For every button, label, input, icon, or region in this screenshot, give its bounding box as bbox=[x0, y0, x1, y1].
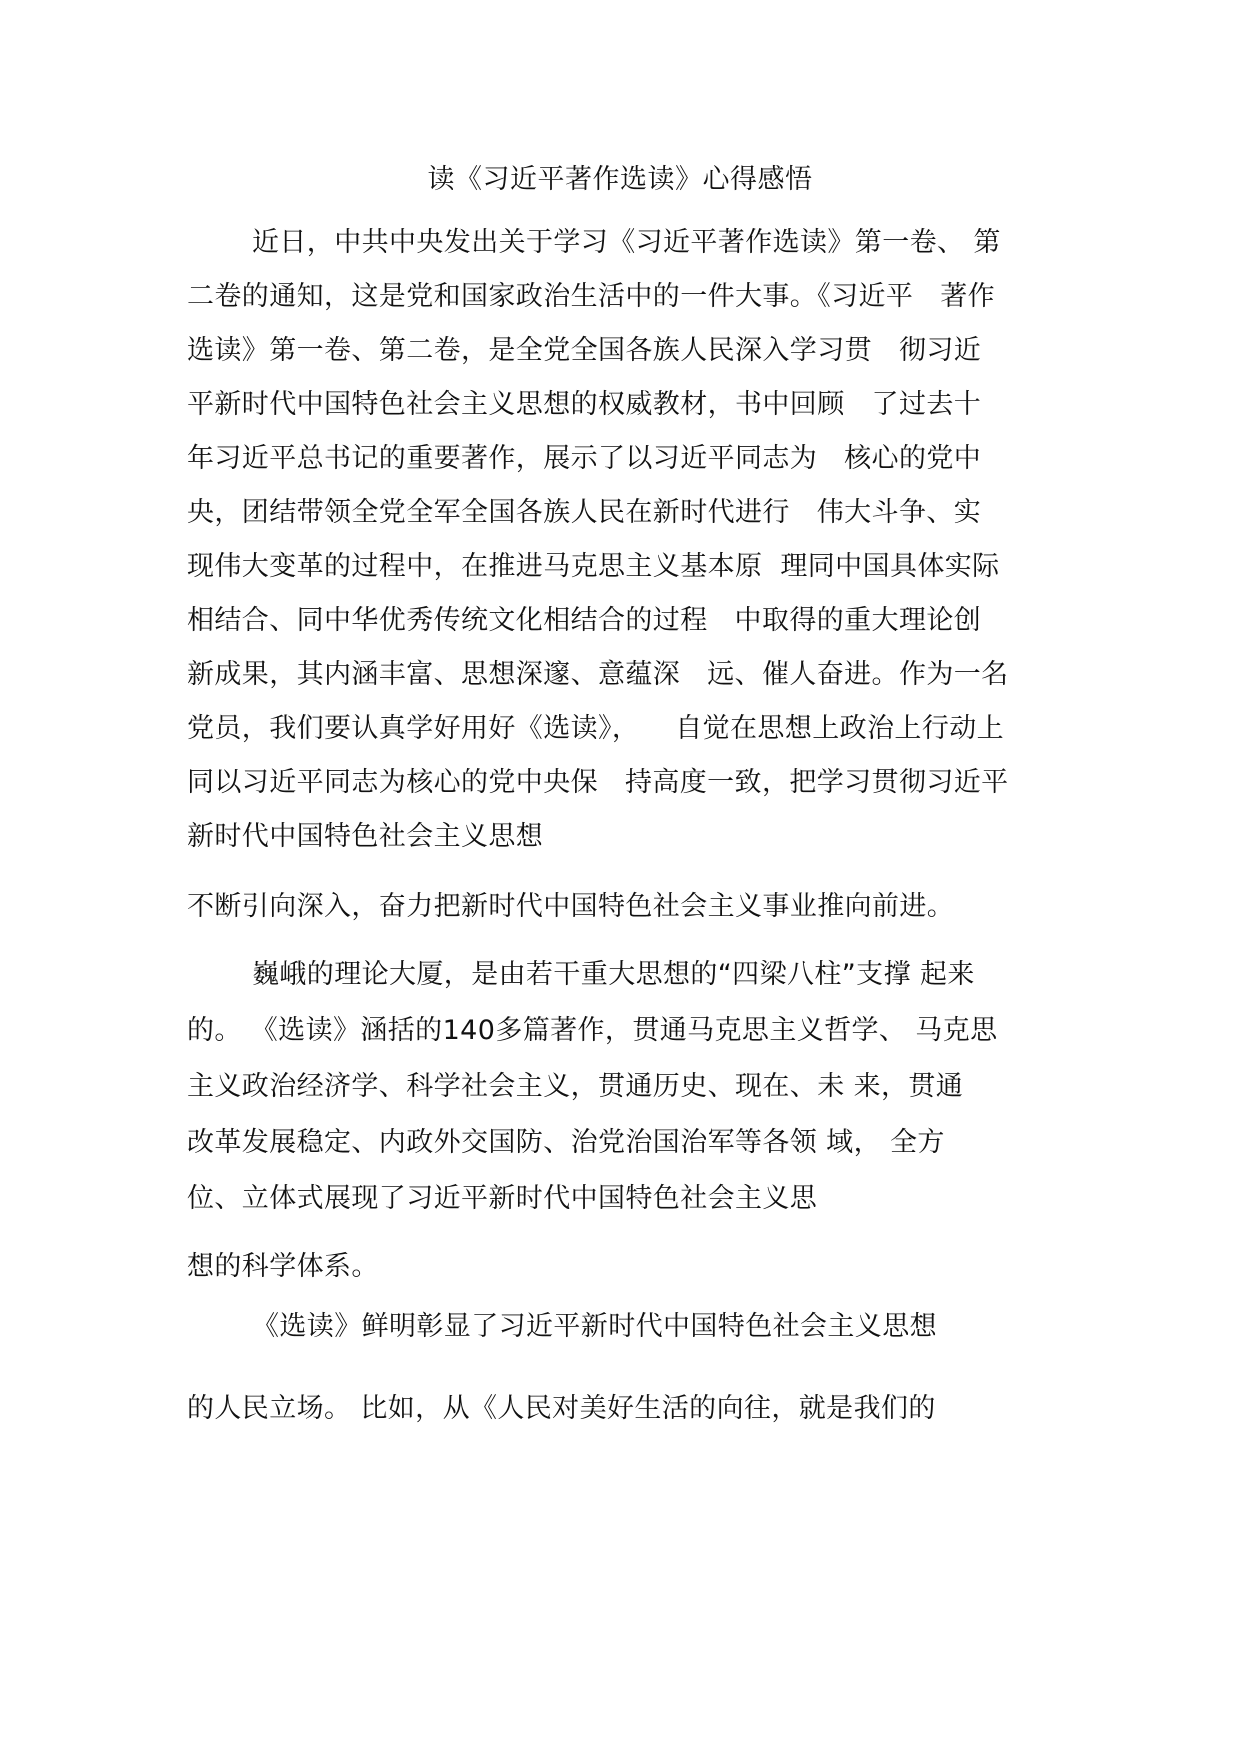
paragraph-line: 改革发展稳定、内政外交国防、治党治国治军等各领 域， 全方 bbox=[187, 1127, 945, 1158]
paragraph-line: 党员，我们要认真学好用好《选读》， 自觉在思想上政治上行动上 bbox=[187, 713, 1005, 744]
paragraph-line: 的人民立场。 比如，从《人民对美好生活的向往，就是我们的 bbox=[187, 1393, 936, 1424]
paragraph-line: 央，团结带领全党全军全国各族人民在新时代进行 伟大斗争、实 bbox=[187, 497, 982, 528]
document-title: 读《习近平著作选读》心得感悟 bbox=[427, 164, 813, 195]
paragraph-line: 的。 《选读》涵括的140多篇著作，贯通马克思主义哲学、 马克思 bbox=[187, 1015, 998, 1046]
paragraph-line: 选读》第一卷、第二卷，是全党全国各族人民深入学习贯 彻习近 bbox=[187, 335, 982, 366]
paragraph-line: 位、立体式展现了习近平新时代中国特色社会主义思 bbox=[187, 1183, 818, 1214]
paragraph-line: 主义政治经济学、科学社会主义，贯通历史、现在、未 来，贯通 bbox=[187, 1071, 964, 1102]
paragraph-line: 不断引向深入，奋力把新时代中国特色社会主义事业推向前进。 bbox=[187, 891, 955, 922]
paragraph-line: 二卷的通知，这是党和国家政治生活中的一件大事。《习近平 著作 bbox=[187, 281, 996, 312]
paragraph-line: 新时代中国特色社会主义思想 bbox=[187, 821, 544, 852]
paragraph-line: 现伟大变革的过程中，在推进马克思主义基本原 理同中国具体实际 bbox=[187, 551, 1000, 582]
paragraph-line: 《选读》鲜明彰显了习近平新时代中国特色社会主义思想 bbox=[252, 1311, 937, 1342]
paragraph-line: 巍峨的理论大厦，是由若干重大思想的“四梁八柱”支撑 起来 bbox=[252, 959, 975, 990]
paragraph-line: 年习近平总书记的重要著作，展示了以习近平同志为 核心的党中 bbox=[187, 443, 982, 474]
paragraph-line: 想的科学体系。 bbox=[187, 1251, 379, 1282]
paragraph-line: 近日，中共中央发出关于学习《习近平著作选读》第一卷、 第 bbox=[252, 227, 1001, 258]
paragraph-line: 相结合、同中华优秀传统文化相结合的过程 中取得的重大理论创 bbox=[187, 605, 982, 636]
paragraph-line: 同以习近平同志为核心的党中央保 持高度一致，把学习贯彻习近平 bbox=[187, 767, 1009, 798]
paragraph-line: 新成果，其内涵丰富、思想深邃、意蕴深 远、催人奋进。作为一名 bbox=[187, 659, 1009, 690]
paragraph-line: 平新时代中国特色社会主义思想的权威教材，书中回顾 了过去十 bbox=[187, 389, 982, 420]
